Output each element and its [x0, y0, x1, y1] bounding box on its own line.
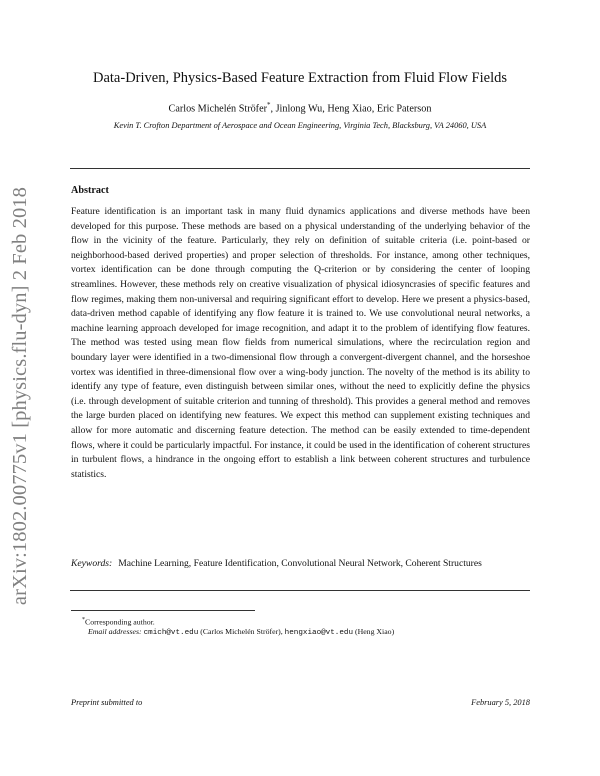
footnote-mark: * [82, 617, 85, 623]
footnote-corresponding-text: Corresponding author. [85, 617, 155, 627]
footnote-emails [88, 627, 394, 638]
arxiv-watermark [2, 186, 38, 606]
affiliation: Kevin T. Crofton Department of Aerospace and Ocean Engineering, Virginia Tech, Blacksburg, VA 24060, USA [113, 121, 487, 130]
email-owner-1: (Carlos Michelén Ströfer), [198, 627, 285, 636]
email-label: Email addresses: [88, 627, 142, 636]
abstract-text: Feature identification is an important task in many fluid dynamics applications and diverse methods have been developed for this purpose. These methods are based on a physical understanding of the underlying behavior of the flow in the vicinity of the feature. Particularly, they rely on definition of suitable criteria (i.e. point-based or neighborhood-based derived properties) and proper selection of thresholds. For instance, among other techniques, vortex identification can be done through computing the Q-criterion or by considering the center of looping streamlines. However, these methods rely on creative visualization of physical idiosyncrasies of specific features and flow regimes, making them non-universal and requiring significant effort to develop. Here we present a physics-based, data-driven method capable of identifying any flow feature it is trained to. We use convolutional neural networks, a machine learning approach developed for image recognition, and adapt it to the problem of identifying flow features. The method was tested using mean flow fields from numerical simulations, where the recirculation region and boundary layer were identified in a two-dimensional flow through a convergent-divergent channel, and the horseshoe vortex was identified in three-dimensional flow over a wing-body junction. The novelty of the method is its ability to identify any type of feature, even distinguish between similar ones, without the need to explicitly define the physics (i.e. through development of suitable criterion and tunning of threshold). This provides a general method and removes the large burden placed on identifying new features. We expect this method can supplement existing techniques and allow for more automatic and discerning feature detection. The method can be easily extended to time-dependent flows, where it could be particularly impactful. For instance, it could be used in the identification of coherent structures in turbulent flows, a hindrance in the ongoing effort to establish a link between coherent structures and turbulence statistics. [71, 206, 530, 480]
paper-title: Data-Driven, Physics-Based Feature Extraction from Fluid Flow Fields [93, 70, 507, 86]
author-others: , Jinlong Wu, Heng Xiao, Eric Paterson [270, 103, 432, 115]
email-link-2[interactable]: hengxiao@vt.edu [284, 629, 354, 637]
top-rule [70, 168, 530, 169]
abstract-heading: Abstract [71, 185, 109, 196]
preprint-date: February 5, 2018 [471, 698, 530, 707]
keywords [71, 557, 530, 572]
author-list [60, 101, 540, 114]
keywords-text: Machine Learning, Feature Identification, Convolutional Neural Network, Coherent Structures [118, 558, 482, 569]
footnote-corresponding [82, 615, 155, 628]
email-owner-2: (Heng Xiao) [353, 627, 395, 636]
arxiv-id: arXiv:1802.00775v1 [physics.flu-dyn] 2 Feb 2018 [8, 186, 31, 606]
bottom-rule [70, 590, 530, 591]
keywords-label: Keywords: [71, 558, 113, 569]
footnote-rule [71, 610, 255, 611]
email-link-1[interactable]: cmich@vt.edu [143, 629, 199, 637]
author-first: Carlos Michelén Ströfer [168, 103, 267, 115]
preprint-note: Preprint submitted to [71, 698, 143, 707]
corresponding-mark: * [266, 101, 271, 109]
